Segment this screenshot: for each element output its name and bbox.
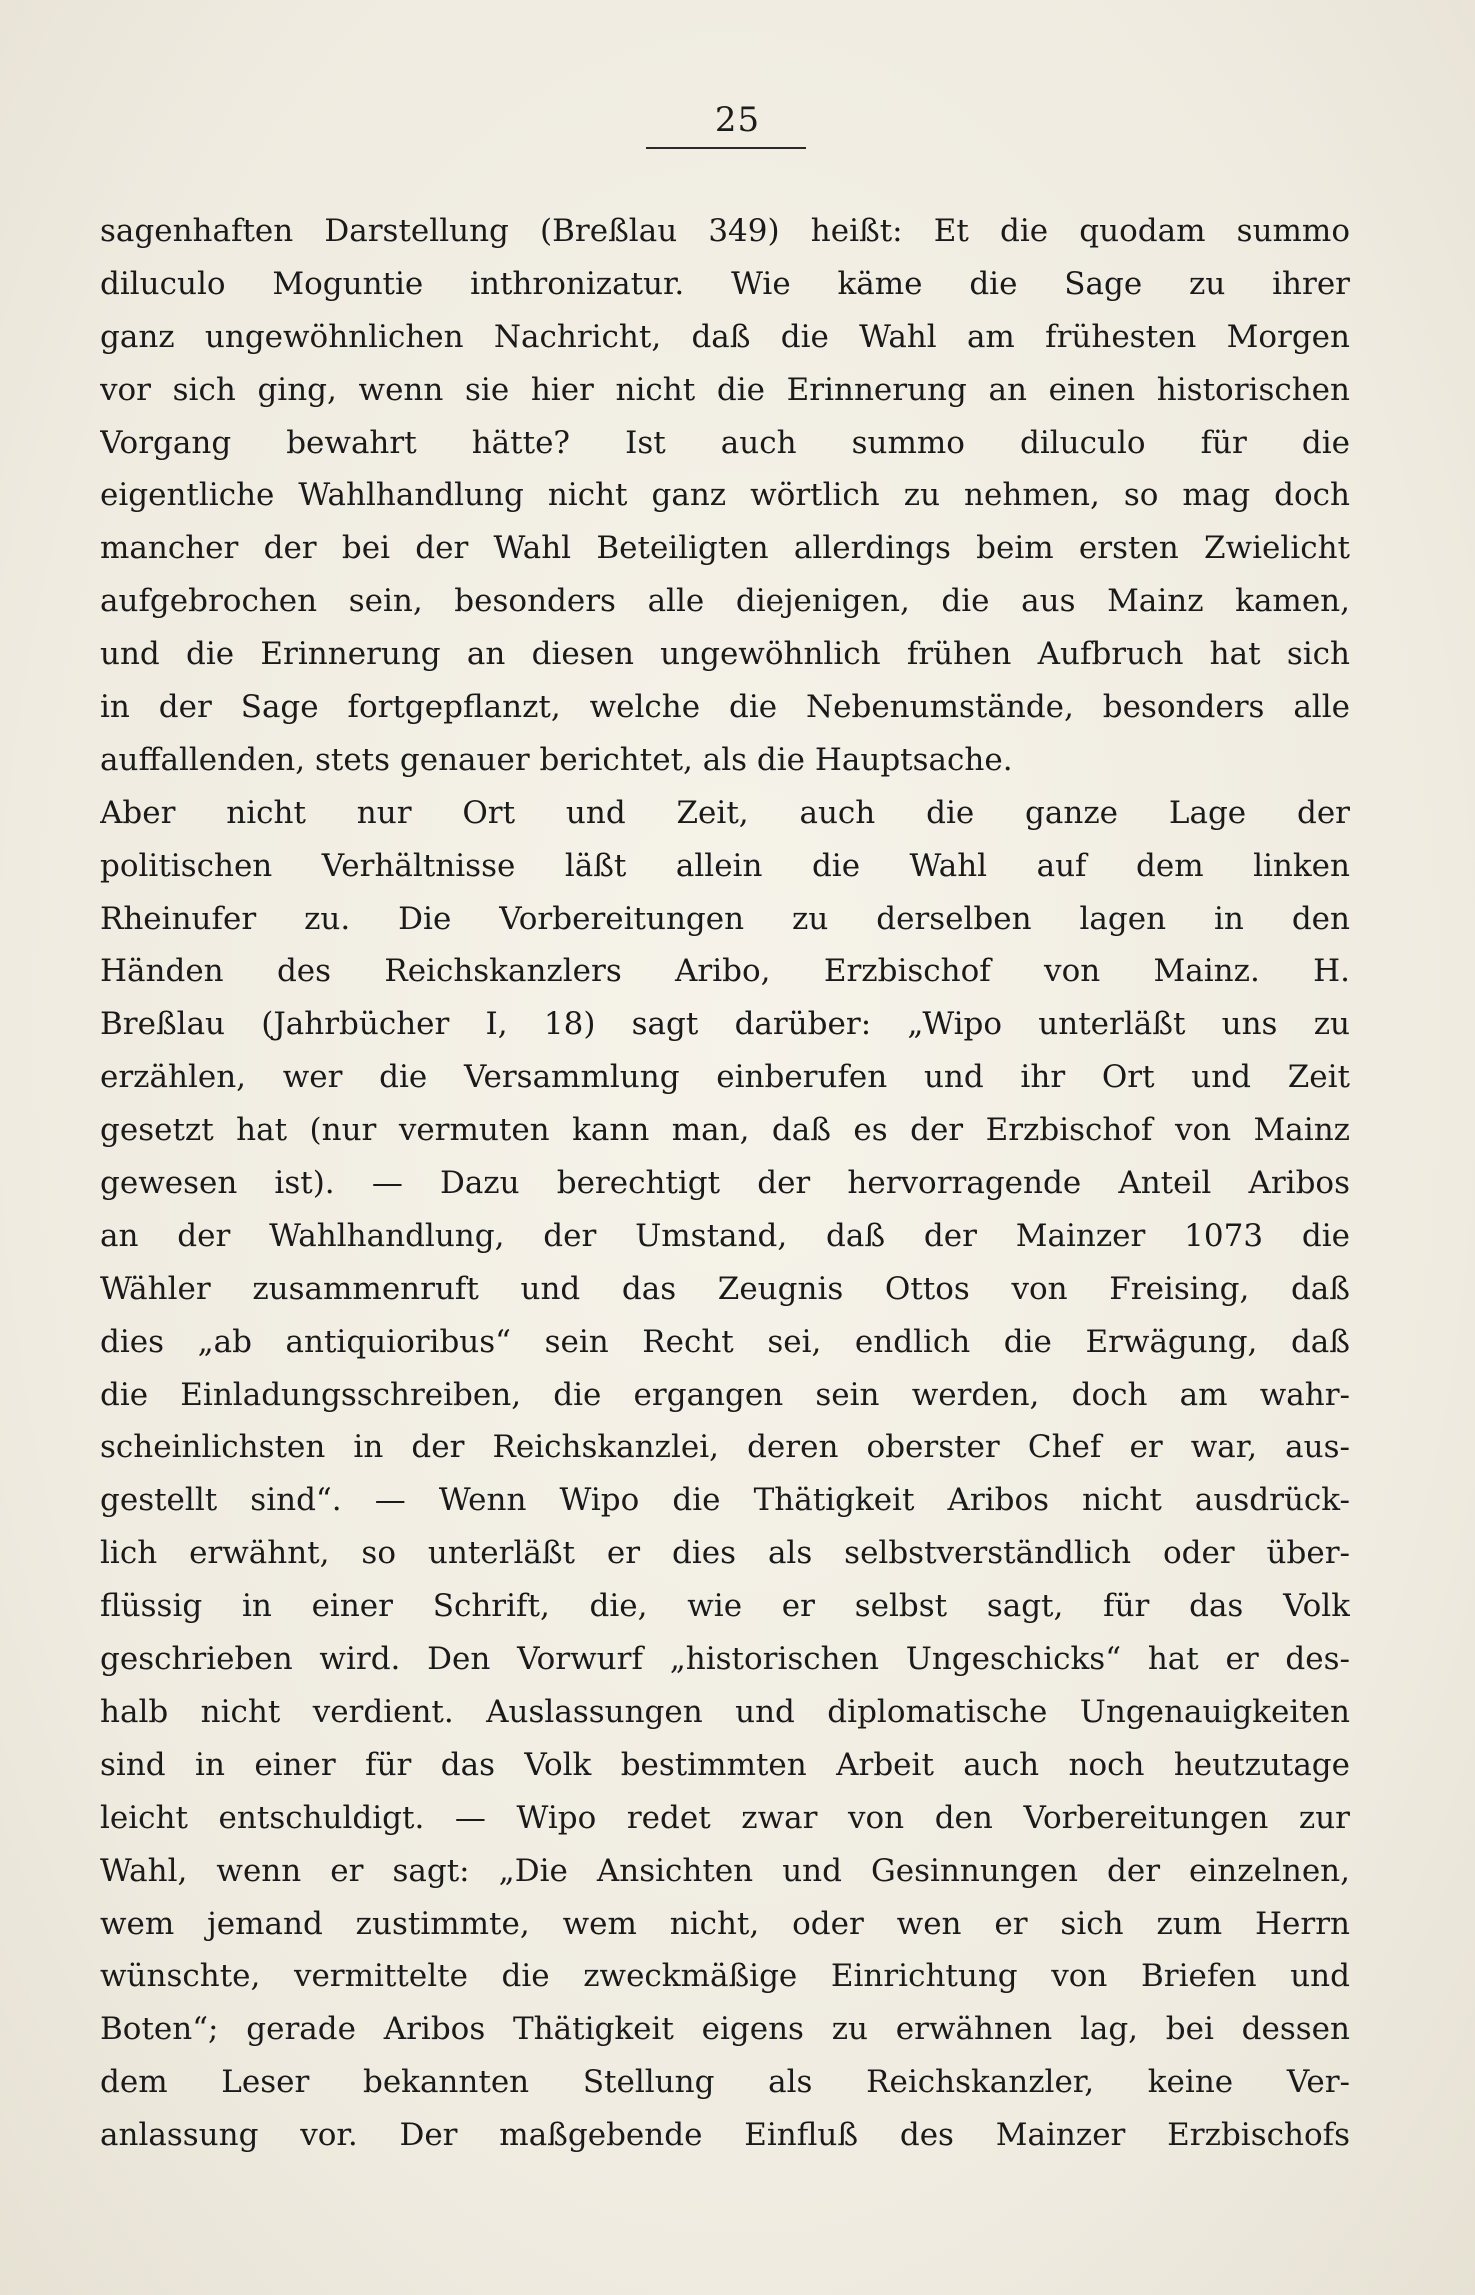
text-line: die Einladungsschreiben, die ergangen sein werden, doch am wahr- bbox=[100, 1376, 1350, 1413]
text-line: flüssig in einer Schrift, die, wie er selbst sagt, für das Volk bbox=[100, 1588, 1350, 1625]
text-line: Händen des Reichskanzlers Aribo, Erzbischof von Mainz. H. bbox=[100, 953, 1350, 990]
body-text bbox=[100, 205, 1350, 2162]
text-line: leicht entschuldigt. — Wipo redet zwar von den Vorbereitungen zur bbox=[100, 1799, 1350, 1836]
text-line: gewesen ist). — Dazu berechtigt der hervorragende Anteil Aribos bbox=[100, 1165, 1350, 1202]
text-line: Aber nicht nur Ort und Zeit, auch die ganze Lage der bbox=[100, 794, 1350, 831]
text-line: halb nicht verdient. Auslassungen und diplomatische Ungenauigkeiten bbox=[100, 1693, 1350, 1730]
text-line: auffallenden, stets genauer berichtet, als die Hauptsache. bbox=[100, 741, 1013, 778]
text-line: diluculo Moguntie inthronizatur. Wie käme die Sage zu ihrer bbox=[100, 265, 1350, 302]
text-line: in der Sage fortgepflanzt, welche die Nebenumstände, besonders alle bbox=[100, 689, 1350, 726]
text-line: aufgebrochen sein, besonders alle diejenigen, die aus Mainz kamen, bbox=[100, 583, 1350, 620]
text-line: Rheinufer zu. Die Vorbereitungen zu derselben lagen in den bbox=[100, 900, 1350, 937]
text-line: Breßlau (Jahrbücher I, 18) sagt darüber: „Wipo unterläßt uns zu bbox=[100, 1006, 1350, 1043]
page-number: 25 bbox=[714, 100, 761, 140]
text-line: erzählen, wer die Versammlung einberufen und ihr Ort und Zeit bbox=[100, 1059, 1350, 1096]
text-line: mancher der bei der Wahl Beteiligten allerdings beim ersten Zwielicht bbox=[100, 530, 1350, 567]
text-line: geschrieben wird. Den Vorwurf „historischen Ungeschicks“ hat er des- bbox=[100, 1641, 1350, 1678]
text-line: Wähler zusammenruft und das Zeugnis Ottos von Freising, daß bbox=[100, 1270, 1350, 1307]
text-line: gesetzt hat (nur vermuten kann man, daß es der Erzbischof von Mainz bbox=[100, 1112, 1350, 1149]
text-line: dem Leser bekannten Stellung als Reichskanzler, keine Ver- bbox=[100, 2064, 1350, 2101]
text-line: scheinlichsten in der Reichskanzlei, deren oberster Chef er war, aus- bbox=[100, 1429, 1350, 1466]
page-number-rule bbox=[646, 147, 806, 149]
text-line: wünschte, vermittelte die zweckmäßige Einrichtung von Briefen und bbox=[100, 1958, 1350, 1995]
text-line: und die Erinnerung an diesen ungewöhnlich frühen Aufbruch hat sich bbox=[100, 636, 1350, 673]
text-line: sagenhaften Darstellung (Breßlau 349) heißt: Et die quodam summo bbox=[100, 213, 1350, 249]
text-line: anlassung vor. Der maßgebende Einfluß des Mainzer Erzbischofs bbox=[100, 2117, 1350, 2154]
text-line: Wahl, wenn er sagt: „Die Ansichten und Gesinnungen der einzelnen, bbox=[100, 1852, 1350, 1889]
text-line: lich erwähnt, so unterläßt er dies als selbstverständlich oder über- bbox=[100, 1535, 1350, 1572]
text-line: eigentliche Wahlhandlung nicht ganz wörtlich zu nehmen, so mag doch bbox=[100, 477, 1350, 514]
text-line: politischen Verhältnisse läßt allein die Wahl auf dem linken bbox=[100, 847, 1350, 884]
text-line: Boten“; gerade Aribos Thätigkeit eigens zu erwähnen lag, bei dessen bbox=[100, 2011, 1350, 2048]
text-line: dies „ab antiquioribus“ sein Recht sei, endlich die Erwägung, daß bbox=[100, 1323, 1350, 1360]
text-line: sind in einer für das Volk bestimmten Arbeit auch noch heutzutage bbox=[100, 1746, 1350, 1783]
text-line: wem jemand zustimmte, wem nicht, oder wen er sich zum Herrn bbox=[100, 1905, 1350, 1942]
text-line: gestellt sind“. — Wenn Wipo die Thätigkeit Aribos nicht ausdrück- bbox=[100, 1482, 1350, 1519]
text-line: an der Wahlhandlung, der Umstand, daß der Mainzer 1073 die bbox=[100, 1217, 1350, 1254]
text-line: vor sich ging, wenn sie hier nicht die Erinnerung an einen historischen bbox=[100, 371, 1350, 408]
text-line: ganz ungewöhnlichen Nachricht, daß die Wahl am frühesten Morgen bbox=[100, 318, 1350, 355]
text-line: Vorgang bewahrt hätte? Ist auch summo diluculo für die bbox=[100, 424, 1350, 461]
